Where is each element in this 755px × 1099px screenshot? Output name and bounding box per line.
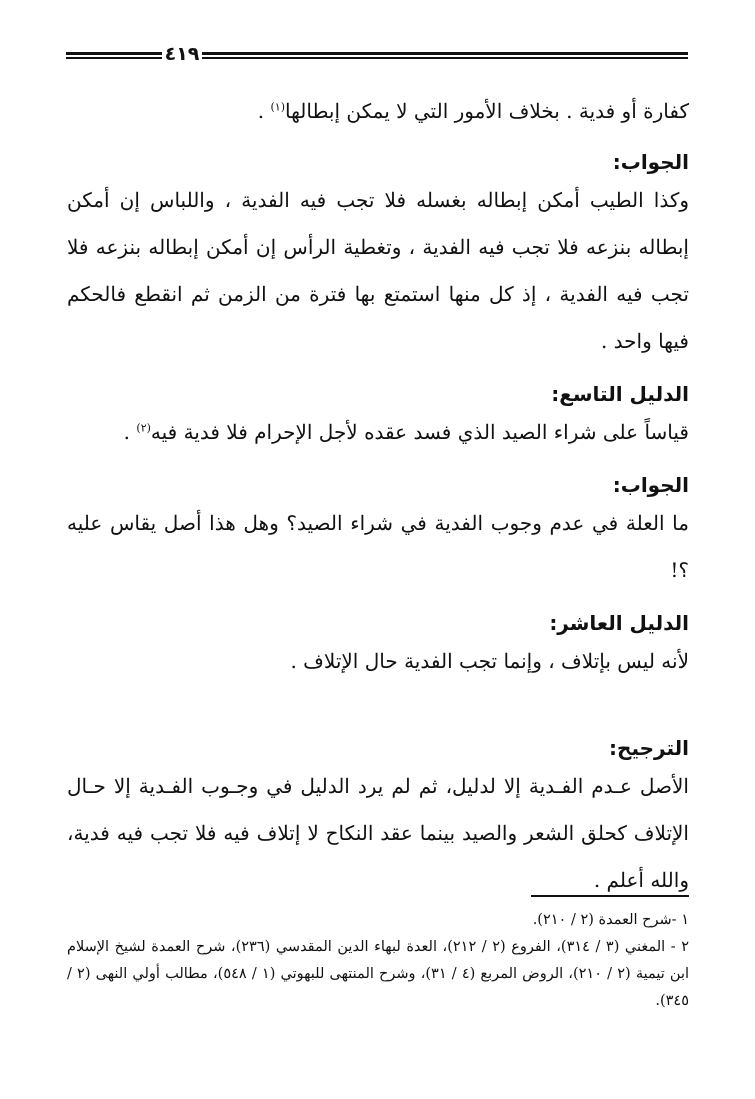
footnote-ref-2: (٢) [136,421,151,435]
ninth-evidence-heading: الدليل التاسع: [551,382,689,406]
header-rule-right [202,52,688,59]
footnote-1: ١ -شرح العمدة (٢ / ٢١٠). [532,912,689,928]
page-header [66,44,688,68]
ninth-text: قياساً على شراء الصيد الذي فسد عقده لأجل الإحرام فلا فدية فيه [150,420,689,444]
header-rule-left [66,52,162,59]
ninth-end: . [123,420,137,444]
intro-paragraph [67,88,689,135]
tarjih-paragraph: الأصل عـدم الفـدية إلا لدليل، ثم لم يرد الدليل في وجـوب الفـدية إلا حـال الإتلاف كحلق الشعر والصيد بينما عقد النكاح لا إتلاف فيه فلا تجب فيه فدية، والله أعلم . [67,774,689,892]
answer-paragraph-2: ما العلة في عدم وجوب الفدية في شراء الصيد؟ وهل هذا أصل يقاس عليه ؟! [67,511,689,582]
footnotes [67,895,689,1015]
intro-text: كفارة أو فدية . بخلاف الأمور التي لا يمكن إبطالها [284,99,689,123]
main-text [67,88,689,904]
tarjih-heading: الترجيح: [609,736,689,760]
footnote-ref-1: (١) [270,100,285,114]
answer-heading-2: الجواب: [612,473,689,497]
footnote-2: ٢ - المغني (٣ / ٣١٤)، الفروع (٢ / ٢١٢)، العدة لبهاء الدين المقدسي (٢٣٦)، شرح العمدة لشيخ الإسلام ابن تيمية (٢ / ٢١٠)، الروض المربع (٤ / ٣١)، وشرح المنتهى للبهوتي (١ / ٥٤٨)، مطالب أولي النهى (٢ / ٣٤٥). [67,939,690,1009]
footnote-divider [531,895,689,897]
tenth-evidence-paragraph: لأنه ليس بإتلاف ، وإنما تجب الفدية حال الإتلاف . [290,649,689,673]
tenth-evidence-heading: الدليل العاشر: [549,611,689,635]
intro-end: . [257,99,271,123]
answer-heading-1: الجواب: [612,150,689,174]
answer-paragraph-1: وكذا الطيب أمكن إبطاله بغسله فلا تجب فيه الفدية ، واللباس إن أمكن إبطاله بنزعه فلا تجب فيه الفدية ، وتغطية الرأس إن أمكن إبطاله بنزعه فلا تجب فيه الفدية ، إذ كل منها استمتع بها فترة من الزمن ثم انقطع فالحكم فيها واحد . [67,188,689,353]
ninth-evidence-paragraph [67,409,689,456]
page-number: ٤١٩ [164,43,200,65]
